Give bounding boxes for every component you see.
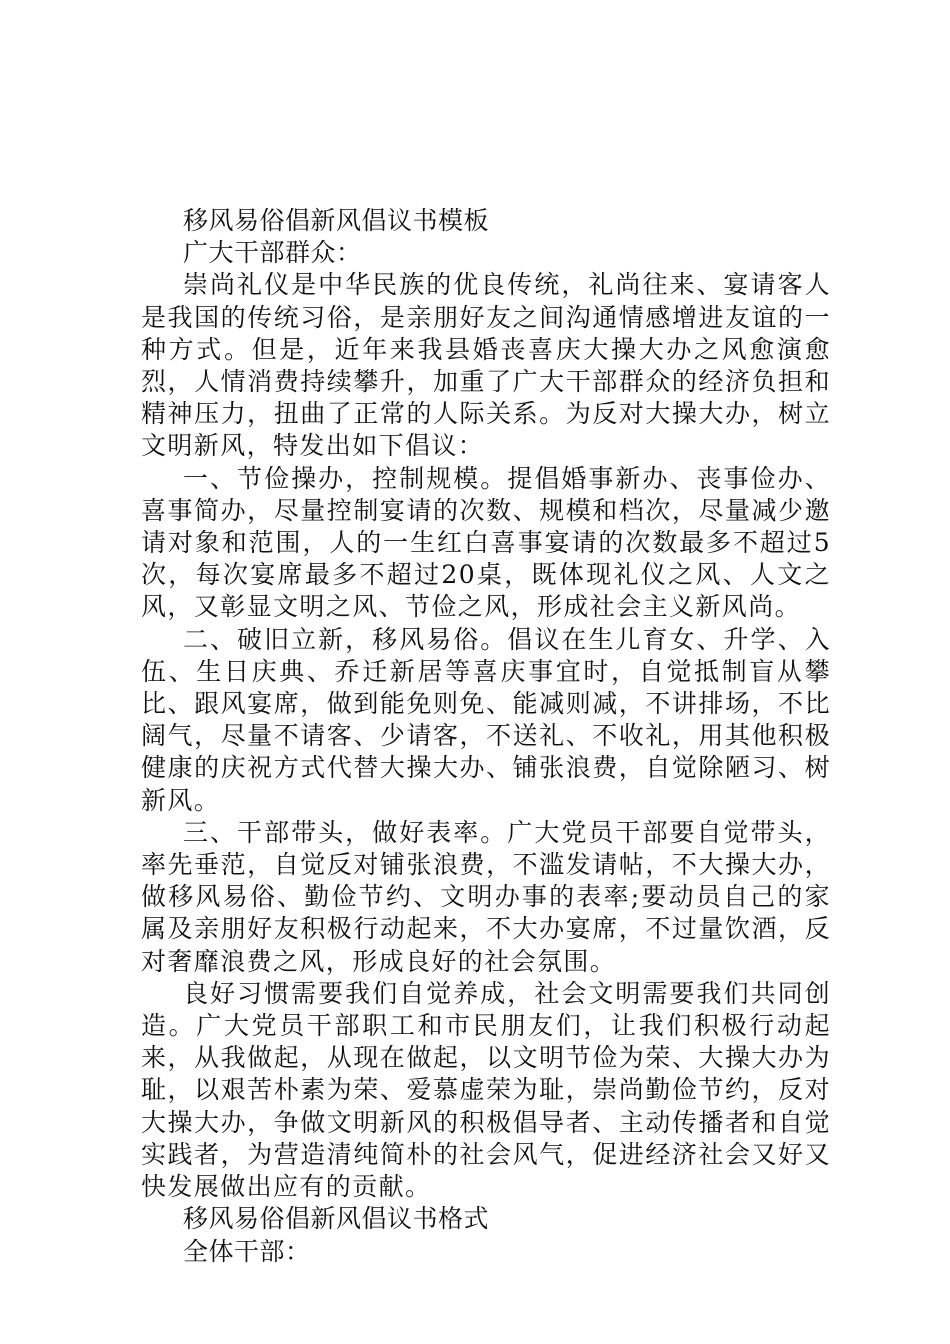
document-title: 移风易俗倡新风倡议书模板	[183, 206, 490, 235]
paragraph-intro: 崇尚礼仪是中华民族的优良传统，礼尚往来、宴请客人是我国的传统习俗，是亲朋好友之间沟通情感增进友谊的一种方式。但是，近年来我县婚丧喜庆大操大办之风愈演愈烈，人情消费持续攀升，加重了广大干部群众的经济负担和精神压力，扭曲了正常的人际关系。为反对大操大办，树立文明新风，特发出如下倡议：	[141, 270, 831, 461]
paragraph-item-2: 二、破旧立新，移风易俗。倡议在生儿育女、升学、入伍、生日庆典、乔迁新居等喜庆事宜时，自觉抵制盲从攀比、跟风宴席，做到能免则免、能减则减，不讲排场，不比阔气，尽量不请客、少请客，不送礼、不收礼，用其他积极健康的庆祝方式代替大操大办、铺张浪费，自觉除陋习、树新风。	[141, 624, 831, 815]
paragraph-item-3: 三、干部带头，做好表率。广大党员干部要自觉带头，率先垂范，自觉反对铺张浪费，不滥发请帖，不大操大办，做移风易俗、勤俭节约、文明办事的表率;要动员自己的家属及亲朋好友积极行动起来，不大办宴席，不过量饮酒，反对奢靡浪费之风，形成良好的社会氛围。	[141, 817, 831, 976]
paragraph-conclusion: 良好习惯需要我们自觉养成，社会文明需要我们共同创造。广大党员干部职工和市民朋友们，让我们积极行动起来，从我做起，从现在做起，以文明节俭为荣、大操大办为耻，以艰苦朴素为荣、爱慕虚荣为耻，崇尚勤俭节约，反对大操大办，争做文明新风的积极倡导者、主动传播者和自觉实践者，为营造清纯简朴的社会风气，促进经济社会又好又快发展做出应有的贡献。	[141, 978, 831, 1202]
second-salutation: 全体干部：	[183, 1236, 311, 1266]
paragraph-item-1: 一、节俭操办，控制规模。提倡婚事新办、丧事俭办、喜事简办，尽量控制宴请的次数、规模和档次，尽量减少邀请对象和范围，人的一生红白喜事宴请的次数最多不超过5次，每次宴席最多不超过20桌，既体现礼仪之风、人文之风，又彰显文明之风、节俭之风，形成社会主义新风尚。	[141, 463, 831, 622]
document-body	[141, 205, 841, 1268]
salutation: 广大干部群众：	[183, 238, 362, 268]
second-title: 移风易俗倡新风倡议书格式	[183, 1204, 490, 1234]
